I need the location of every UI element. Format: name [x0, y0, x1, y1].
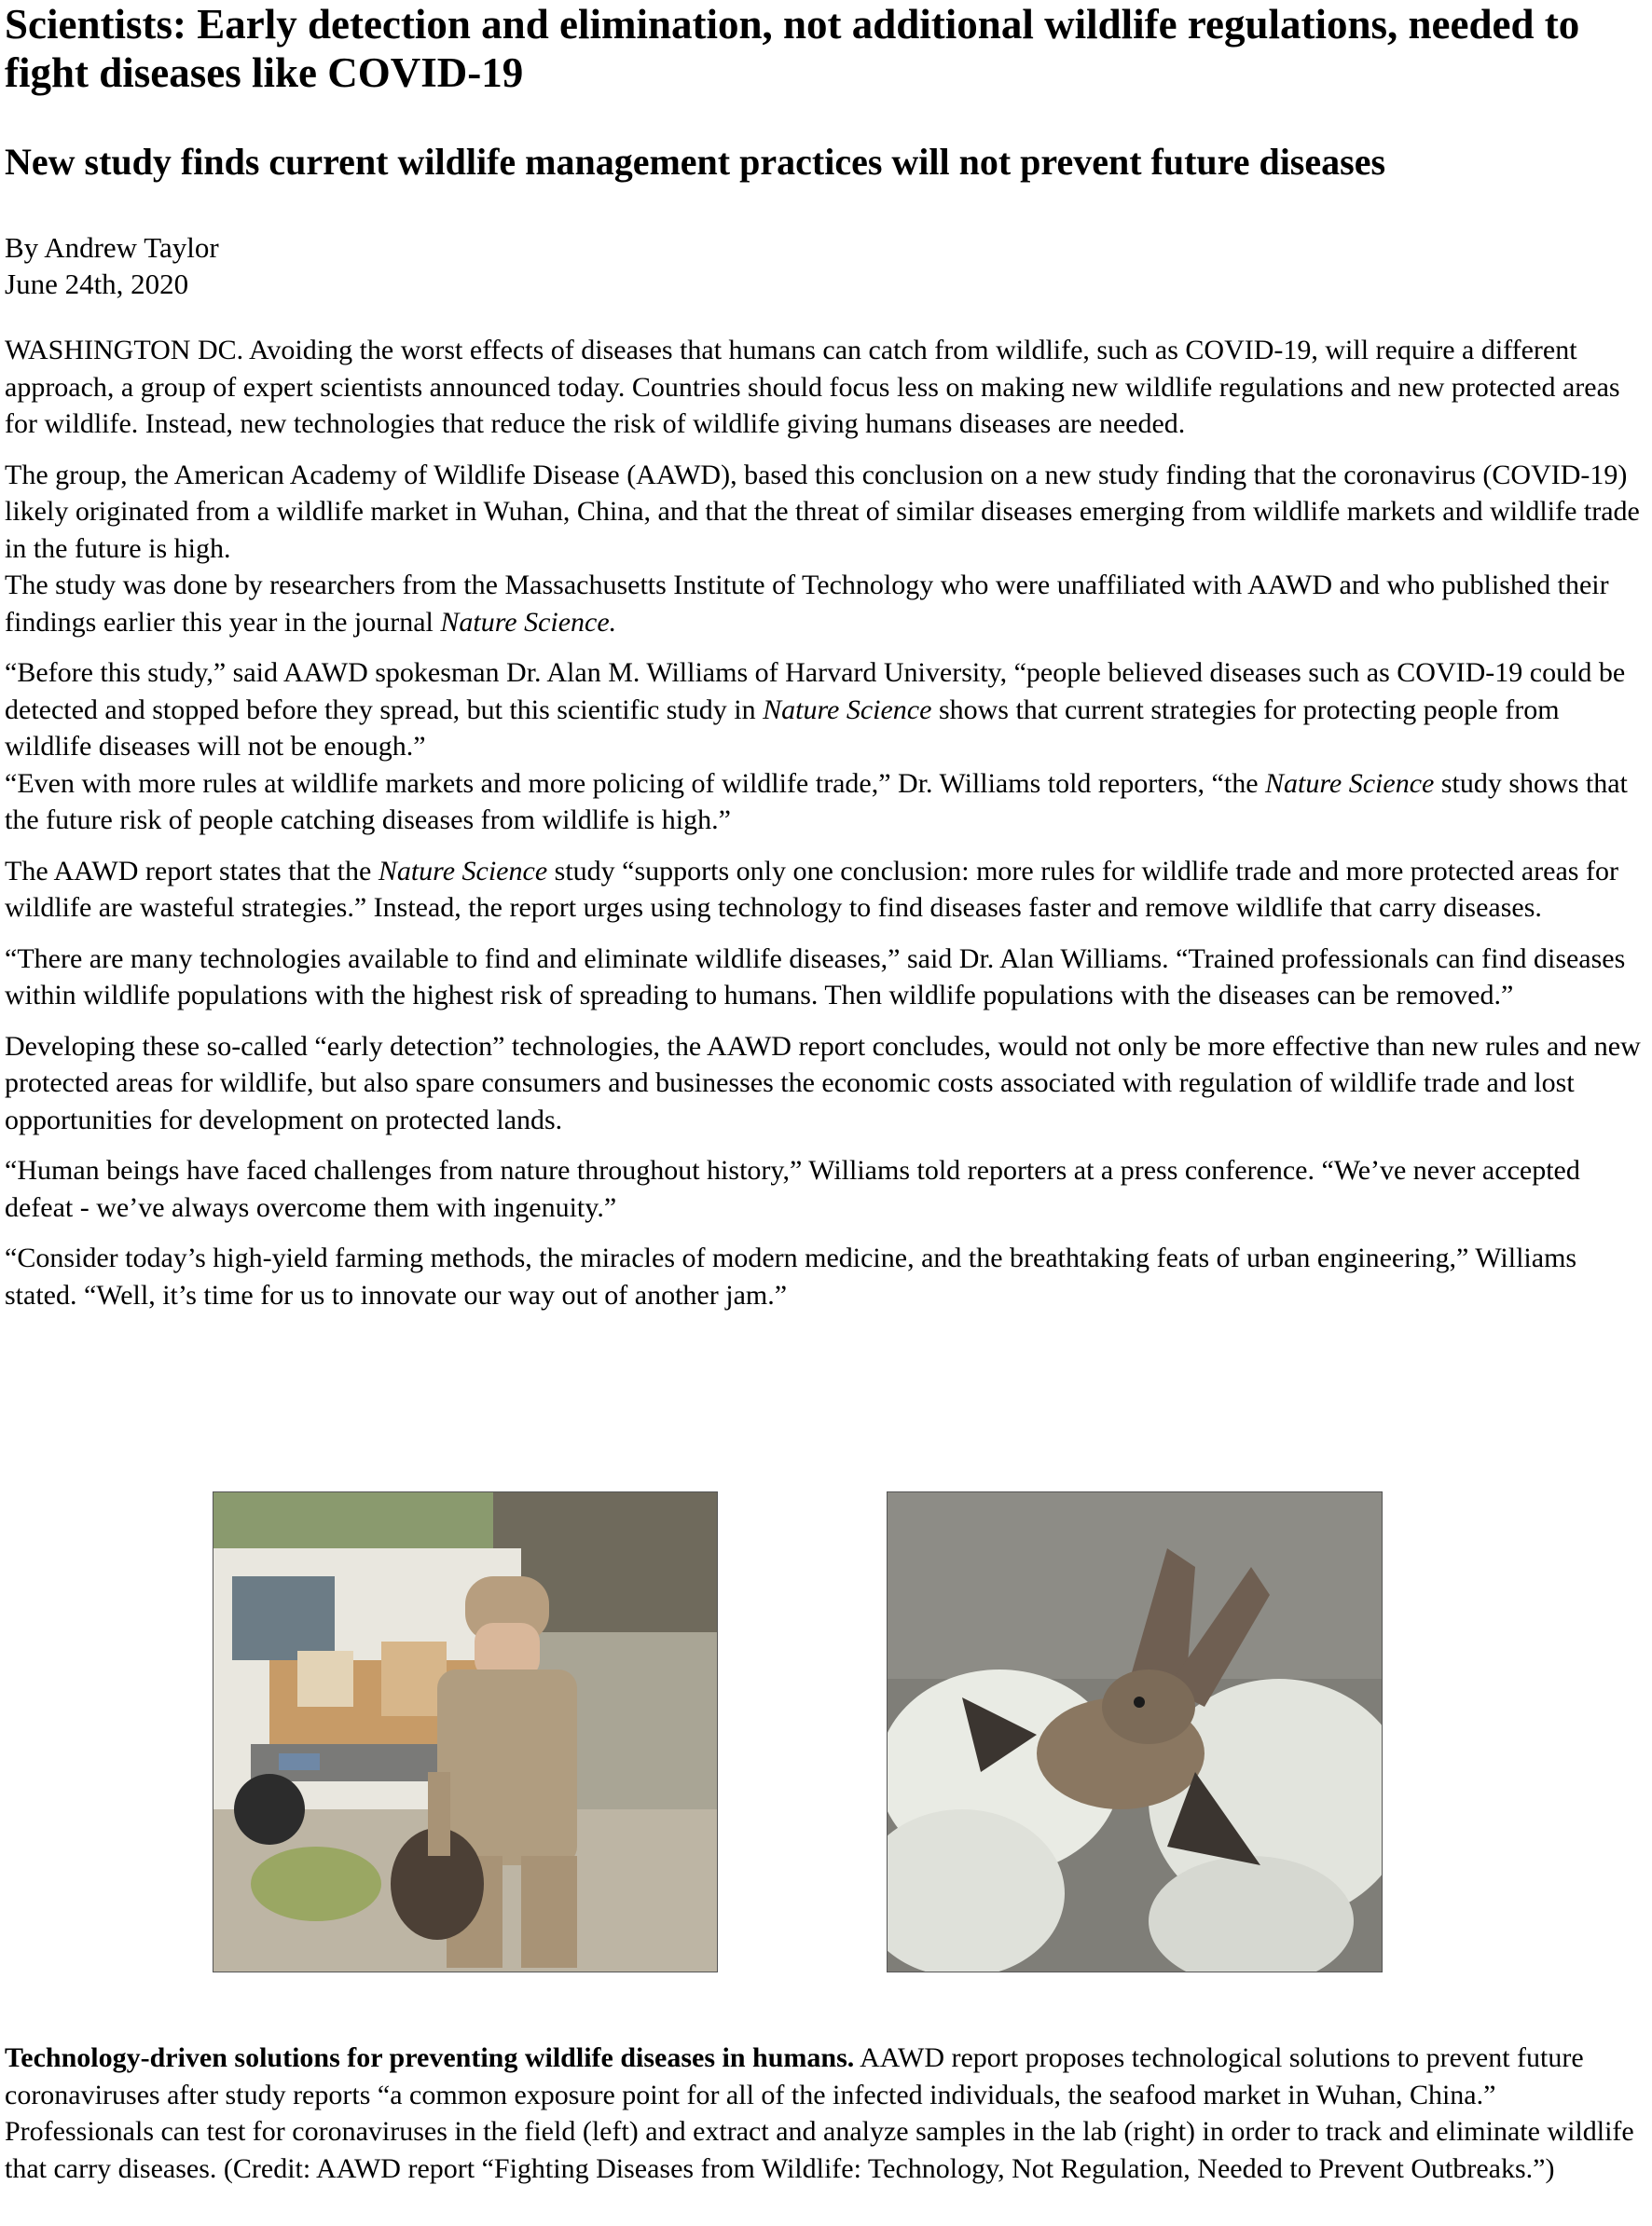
- paragraph-8: Developing these so-called “early detection” technologies, the AAWD report concludes, would not only be more effective than new rules and new protected areas for wildlife, but also spare consumers and businesses the economic costs associated with regulation of wildlife trade and lost opportunities for development on protected lands.: [5, 1030, 1641, 1135]
- article-subheadline: New study finds current wildlife management practices will not prevent future diseases: [5, 141, 1386, 183]
- paragraph-3: The study was done by researchers from the Massachusetts Institute of Technology who were unaffiliated with AAWD and who published their findings earlier this year in the journal Nature Science.: [5, 570, 1609, 638]
- author-byline: By Andrew Taylor: [5, 231, 219, 264]
- photo-officer-with-pangolin: [213, 1491, 718, 1972]
- article-headline: Scientists: Early detection and elimination, not additional wildlife regulations, needed to fight diseases like COVID-19: [5, 1, 1580, 96]
- journal-name: Nature Science: [378, 855, 548, 886]
- paragraph-6: The AAWD report states that the Nature Science study “supports only one conclusion: more rules for wildlife trade and more protected areas for wildlife are wasteful strategies.” Instead, the report urges using technology to find diseases faster and remove wildlife that carry diseases.: [5, 855, 1618, 923]
- journal-name: Nature Science: [763, 694, 932, 725]
- caption-title: Technology-driven solutions for preventing wildlife diseases in humans.: [5, 2042, 855, 2073]
- paragraph-10: “Consider today’s high-yield farming methods, the miracles of modern medicine, and the breathtaking feats of urban engineering,” Williams stated. “Well, it’s time for us to innovate our way out of another jam.”: [5, 1243, 1577, 1311]
- paragraph-5: “Even with more rules at wildlife markets and more policing of wildlife trade,” Dr. Williams told reporters, “the Nature Science study shows that the future risk of people catching diseases from wildlife is high.”: [5, 767, 1628, 835]
- paragraph-7: “There are many technologies available to find and eliminate wildlife diseases,” said Dr. Alan Williams. “Trained professionals can find diseases within wildlife populations with the highest risk of spreading to humans. Then wildlife populations with the diseases can be removed.”: [5, 942, 1626, 1010]
- byline-block: [5, 229, 219, 302]
- photo-gloved-hands-holding-bat: [887, 1491, 1383, 1972]
- figure-caption: [5, 2040, 1645, 2187]
- journal-name: Nature Science: [1265, 767, 1435, 799]
- paragraph-4: “Before this study,” said AAWD spokesman Dr. Alan M. Williams of Harvard University, “people believed diseases such as COVID-19 could be detected and stopped before they spread, but this scientific study in Nature Science shows that current strategies for protecting people from wildlife diseases will not be enough.”: [5, 657, 1626, 762]
- paragraph-1: WASHINGTON DC. Avoiding the worst effects of diseases that humans can catch from wildlife, such as COVID-19, will require a different approach, a group of expert scientists announced today. Countries should focus less on making new wildlife regulations and new protected areas for wildlife. Instead, new technologies that reduce the risk of wildlife giving humans diseases are needed.: [5, 335, 1620, 439]
- caption-text: AAWD report proposes technological solutions to prevent future coronaviruses after study reports “a common exposure point for all of the infected individuals, the seafood market in Wuhan, China.” Professionals can test for coronaviruses in the field (left) and extract and analyze samples in the lab (right) in order to track and eliminate wildlife that carry diseases. (Credit: AAWD report “Fighting Diseases from Wildlife: Technology, Not Regulation, Needed to Prevent Outbreaks.”): [5, 2042, 1634, 2184]
- gloved-hands-holding-bat-icon: [888, 1492, 1382, 1972]
- officer-with-pangolin-icon: [213, 1492, 717, 1972]
- paragraph-2: The group, the American Academy of Wildlife Disease (AAWD), based this conclusion on a new study finding that the coronavirus (COVID-19) likely originated from a wildlife market in Wuhan, China, and that the threat of similar diseases emerging from wildlife markets and wildlife trade in the future is high.: [5, 459, 1640, 564]
- article-body: [5, 332, 1645, 1327]
- paragraph-9: “Human beings have faced challenges from nature throughout history,” Williams told reporters at a press conference. “We’ve never accepted defeat - we’ve always overcome them with ingenuity.”: [5, 1155, 1580, 1223]
- journal-name: Nature Science.: [440, 606, 617, 638]
- publication-date: June 24th, 2020: [5, 268, 189, 300]
